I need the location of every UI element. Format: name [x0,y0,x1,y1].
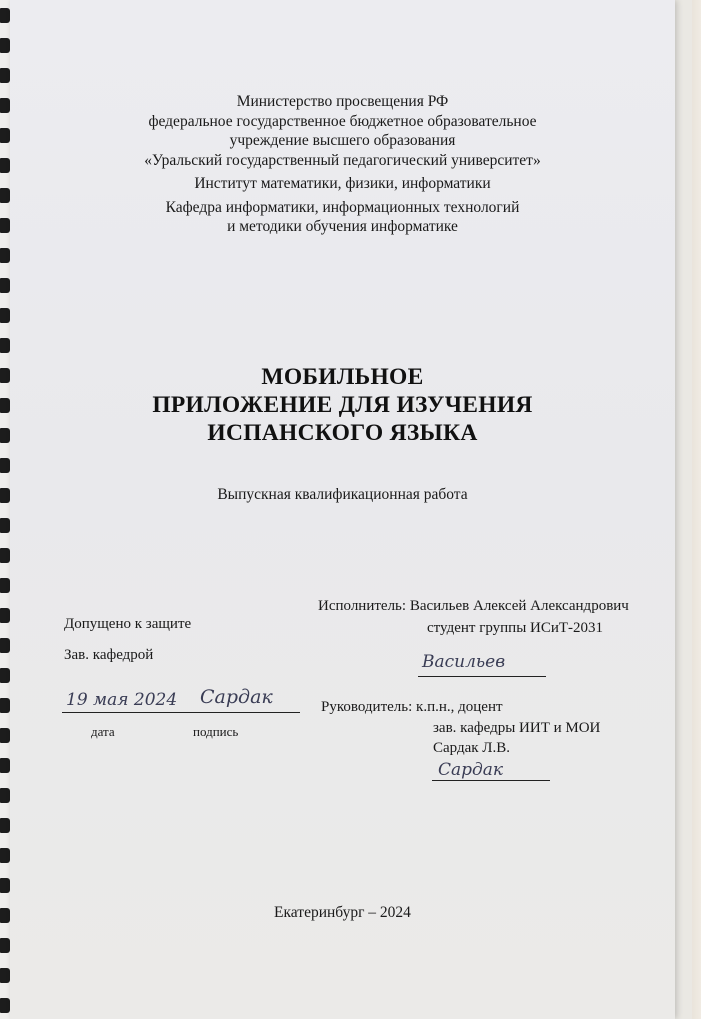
city-year: Екатеринбург – 2024 [274,904,411,921]
ministry-line: Министерство просвещения РФ [236,93,449,110]
binding-ring [0,488,10,503]
binding-ring [0,728,10,743]
binding-ring [0,848,10,863]
title-line-3: ИСПАНСКОГО ЯЗЫКА [207,420,478,446]
department-line-2: и методики обучения информатике [227,218,458,235]
title-line-1: МОБИЛЬНОЕ [261,364,424,390]
binding-ring [0,668,10,683]
supervisor-name: Сардак Л.В. [433,740,510,756]
university-type-line: федеральное государственное бюджетное образовательное [148,112,537,130]
approval-signature: Сардак [200,686,273,708]
executor-label: Исполнитель: Васильев Алексей Александрович [318,598,629,614]
binding-ring [0,158,10,173]
binding-ring [0,878,10,893]
binding-ring [0,188,10,203]
binding-ring [0,68,10,83]
admitted-label: Допущено к защите [64,616,192,632]
executor-signature-line [418,676,546,677]
binding-ring [0,338,10,353]
work-type: Выпускная квалификационная работа [217,486,468,503]
binding-ring [0,278,10,293]
binding-ring [0,788,10,803]
institute-line: Институт математики, физики, информатики [194,175,491,192]
binding-ring [0,218,10,233]
supervisor-signature-line [432,780,550,781]
page-header [10,92,675,237]
executor-signature: Васильев [422,652,506,672]
binding-ring [0,38,10,53]
supervisor-signature: Сардак [438,760,504,780]
thesis-title [10,363,675,447]
binding-ring [0,368,10,383]
binding-ring [0,398,10,413]
binding-ring [0,308,10,323]
binding-ring [0,818,10,833]
binding-ring [0,518,10,533]
binding-ring [0,938,10,953]
title-line-2: ПРИЛОЖЕНИЕ ДЛЯ ИЗУЧЕНИЯ [152,392,533,418]
head-of-department-label: Зав. кафедрой [64,647,154,663]
handwritten-date: 19 мая 2024 [66,690,178,710]
binding-ring [0,968,10,983]
binding-ring [0,548,10,563]
binding-ring [0,248,10,263]
binding-ring [0,758,10,773]
date-caption: дата [91,724,115,739]
executor-group: студент группы ИСиТ-2031 [427,620,604,636]
education-level-line: учреждение высшего образования [229,132,456,149]
binding-ring [0,98,10,113]
supervisor-label: Руководитель: к.п.н., доцент [321,699,503,715]
binding-ring [0,608,10,623]
binding-ring [0,908,10,923]
supervisor-position: зав. кафедры ИИТ и МОИ [433,720,601,736]
approval-signature-line [62,712,300,713]
binding-ring [0,428,10,443]
binding-ring [0,638,10,653]
binding-ring [0,578,10,593]
signature-caption: подпись [193,724,239,739]
department-line-1: Кафедра информатики, информационных технологий [165,198,520,216]
binding-ring [0,128,10,143]
binding-ring [0,698,10,713]
binding-ring [0,8,10,23]
university-name-line: «Уральский государственный педагогический университет» [144,151,541,169]
binding-ring [0,458,10,473]
binding-ring [0,998,10,1013]
